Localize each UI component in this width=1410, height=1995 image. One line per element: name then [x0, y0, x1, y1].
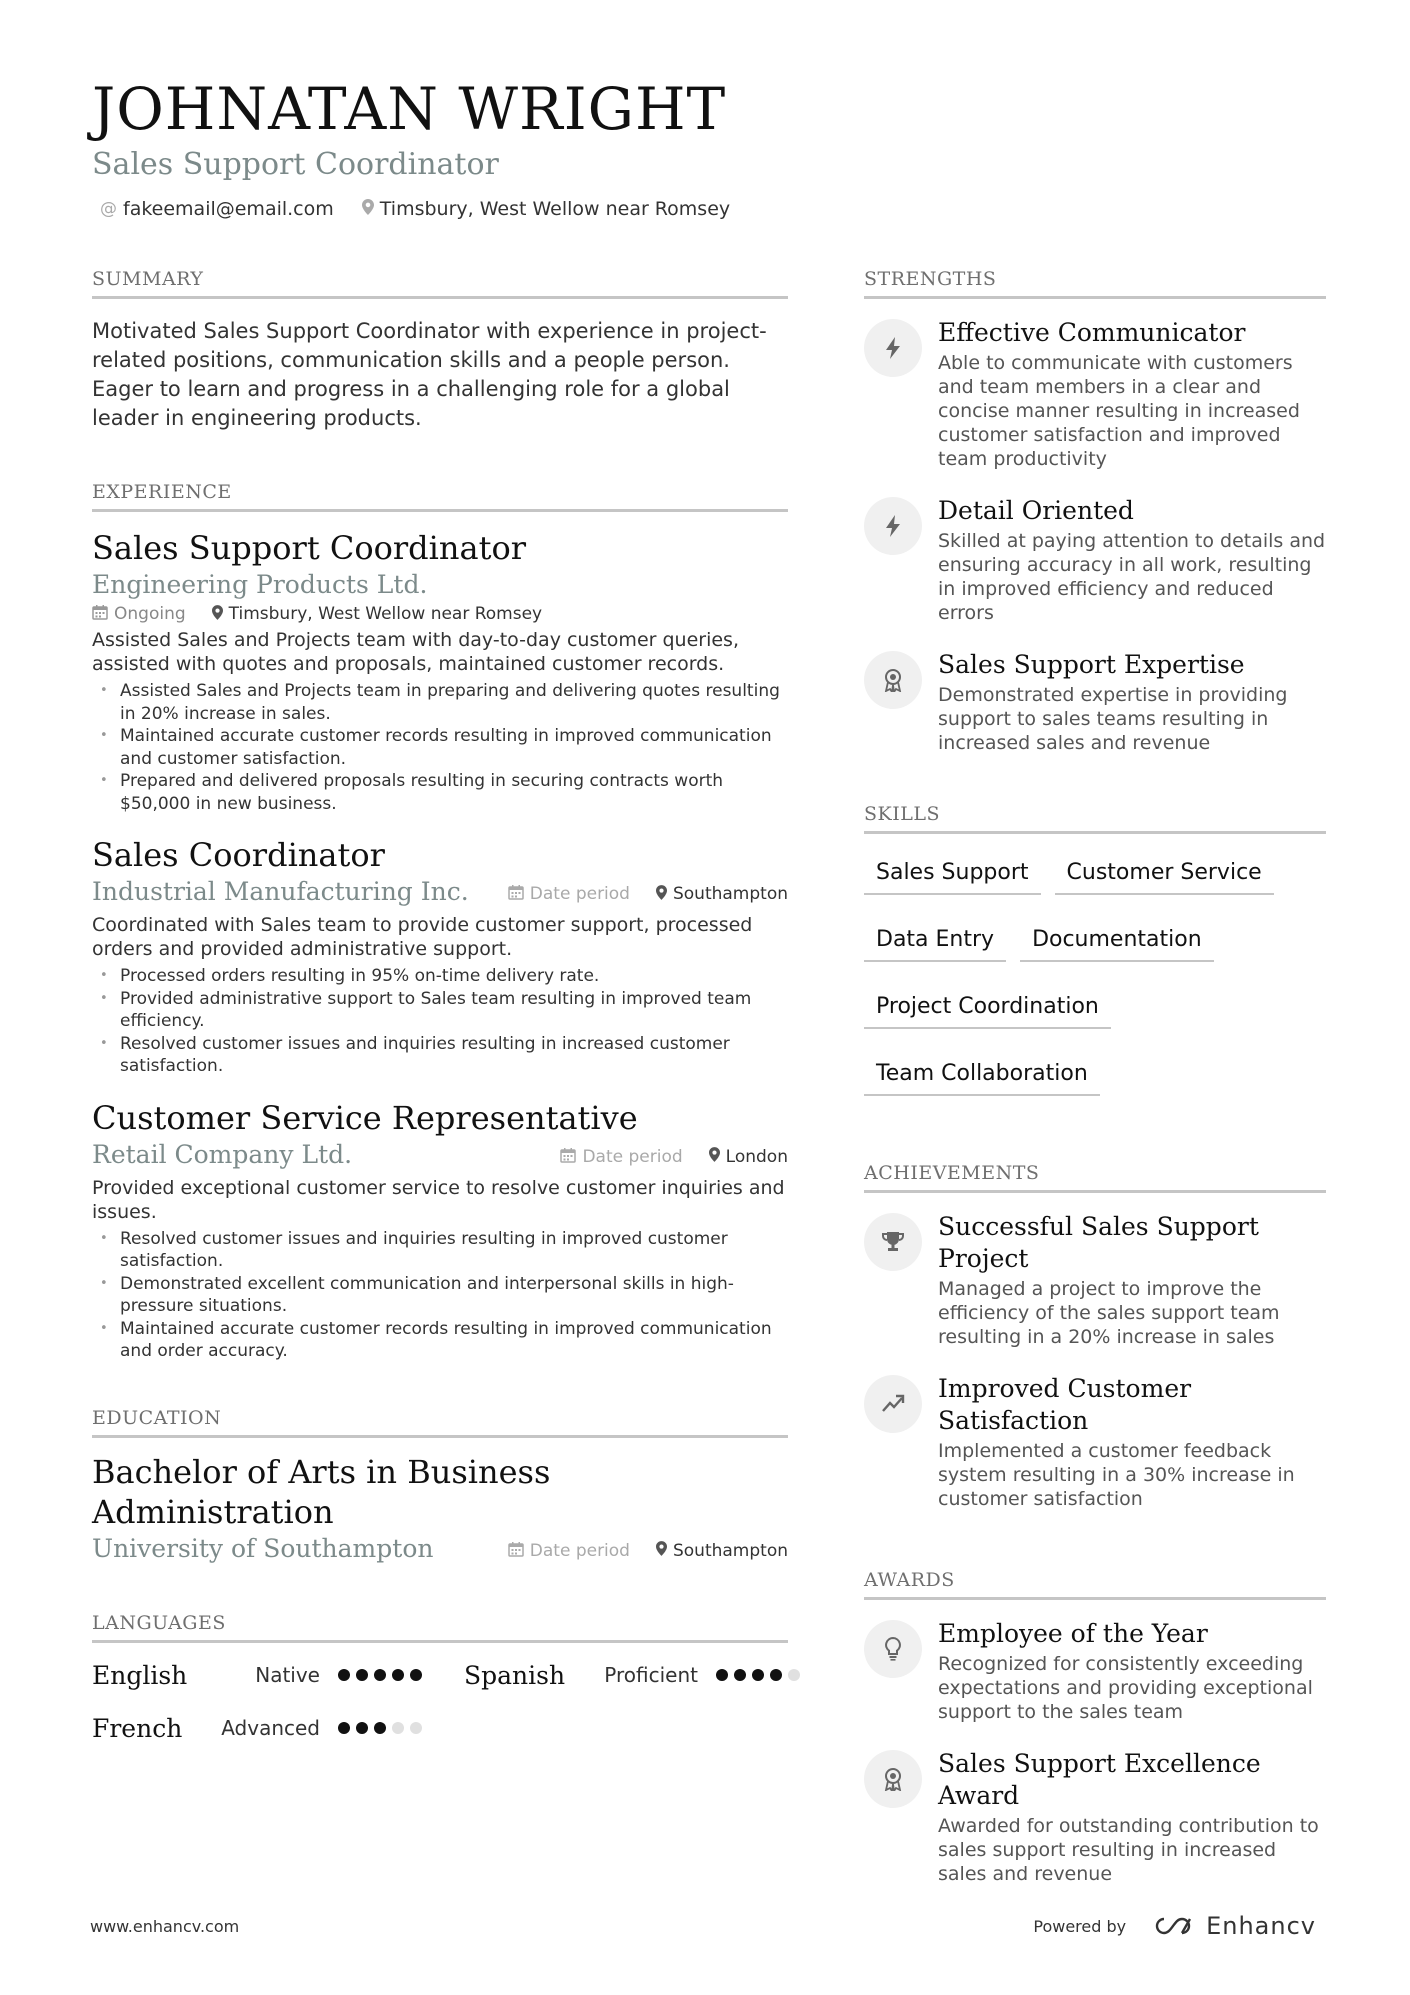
rating-dot [410, 1722, 422, 1734]
skill-tag: Sales Support [864, 852, 1041, 895]
skill-tag: Team Collaboration [864, 1053, 1100, 1096]
list-item: • Provided administrative support to Sales team resulting in improved team efficiency. [100, 988, 788, 1033]
job-location-text: London [725, 1146, 788, 1167]
section-title-summary: SUMMARY [92, 268, 788, 299]
rating-dot [734, 1669, 746, 1681]
education-meta [508, 1541, 788, 1561]
page-footer [90, 1912, 1316, 1940]
lightbulb-icon [864, 1620, 922, 1678]
language-item [92, 1661, 422, 1690]
enhancv-logo-icon [1150, 1915, 1196, 1937]
strength-item [864, 495, 1326, 625]
list-item: • Processed orders resulting in 95% on-time delivery rate. [100, 965, 788, 988]
strengths-list [864, 317, 1326, 755]
language-level: Proficient [604, 1663, 698, 1687]
school-name: University of Southampton [92, 1533, 434, 1563]
achievement-description: Implemented a customer feedback system resulting in a 30% increase in customer satisfaction [938, 1440, 1295, 1510]
section-title-education: EDUCATION [92, 1407, 788, 1438]
section-title-experience: EXPERIENCE [92, 481, 788, 512]
rating-dot [374, 1669, 386, 1681]
location-text: Timsbury, West Wellow near Romsey [379, 198, 731, 220]
job-description: Provided exceptional customer service to resolve customer inquiries and issues. [92, 1176, 785, 1223]
rating-dot [770, 1669, 782, 1681]
languages-grid [92, 1661, 788, 1743]
job-location [212, 604, 542, 624]
calendar-icon [560, 1147, 576, 1167]
rating-dot [716, 1669, 728, 1681]
location-pin-icon [656, 885, 667, 904]
job-meta [92, 604, 788, 624]
footer-website-link[interactable]: www.enhancv.com [90, 1916, 240, 1936]
job-date-text: Date period [529, 884, 630, 904]
award-item [864, 1748, 1326, 1886]
summary-text: Motivated Sales Support Coordinator with experience in project-related positions, communication skills and a people person. Eager to learn and progress in a challenging role for a global leader in engineering products. [92, 319, 767, 430]
powered-by [1033, 1912, 1316, 1940]
language-rating [338, 1669, 422, 1681]
company-row [92, 1138, 788, 1172]
language-name: English [92, 1660, 188, 1690]
job-bullets [92, 965, 788, 1078]
job-title: Sales Coordinator [92, 836, 385, 874]
language-item [464, 1661, 800, 1690]
job-meta [508, 884, 788, 904]
strength-title: Effective Communicator [938, 318, 1246, 347]
award-title: Employee of the Year [938, 1619, 1208, 1648]
job-bullets [92, 1228, 788, 1363]
list-item: • Resolved customer issues and inquiries resulting in increased customer satisfaction. [100, 1033, 788, 1078]
list-item: • Resolved customer issues and inquiries resulting in improved customer satisfaction. [100, 1228, 788, 1273]
strength-description: Able to communicate with customers and team members in a clear and concise manner resulting in increased customer satisfaction and improved team productivity [938, 352, 1300, 470]
strength-item [864, 649, 1326, 755]
achievement-title: Successful Sales Support Project [938, 1212, 1259, 1273]
strength-description: Demonstrated expertise in providing support to sales teams resulting in increased sales and revenue [938, 684, 1288, 754]
awards-list [864, 1618, 1326, 1886]
award-ribbon-icon [864, 1750, 922, 1808]
list-item: • Assisted Sales and Projects team in preparing and delivering quotes resulting in 20% increase in sales. [100, 680, 788, 725]
contact-row [92, 198, 1332, 220]
education-date [508, 1541, 630, 1561]
job-location [656, 884, 788, 904]
skill-tag: Customer Service [1055, 852, 1274, 895]
rating-dot [410, 1669, 422, 1681]
rating-dot [392, 1669, 404, 1681]
strength-item [864, 317, 1326, 471]
job-location-text: Timsbury, West Wellow near Romsey [228, 604, 543, 624]
job-location-text: Southampton [672, 884, 788, 904]
achievement-item [864, 1373, 1326, 1511]
powered-by-label: Powered by [1033, 1916, 1127, 1936]
achievements-list [864, 1211, 1326, 1511]
achievement-title: Improved Customer Satisfaction [938, 1374, 1192, 1435]
rating-dot [374, 1722, 386, 1734]
list-item: • Maintained accurate customer records resulting in improved communication and order accuracy. [100, 1318, 788, 1363]
job-description: Assisted Sales and Projects team with day-to-day customer queries, assisted with quotes and proposals, maintained customer records. [92, 629, 739, 675]
contact-email[interactable] [100, 198, 334, 220]
resume-header [92, 72, 1332, 220]
company-name: Retail Company Ltd. [92, 1139, 353, 1169]
candidate-name: JOHNATAN WRIGHT [92, 75, 727, 143]
rating-dot [356, 1669, 368, 1681]
language-rating [716, 1669, 800, 1681]
trophy-icon [864, 1213, 922, 1271]
language-name: French [92, 1713, 183, 1743]
at-icon: @ [100, 199, 117, 219]
section-title-awards: AWARDS [864, 1569, 1326, 1600]
skill-tag: Data Entry [864, 919, 1006, 962]
contact-location [362, 198, 730, 220]
company-row [92, 875, 788, 909]
growth-arrow-icon [864, 1375, 922, 1433]
award-description: Awarded for outstanding contribution to sales support resulting in increased sales and revenue [938, 1815, 1319, 1885]
skills-list [864, 852, 1326, 1096]
award-item [864, 1618, 1326, 1724]
job-date-text: Ongoing [114, 604, 186, 624]
location-pin-icon [709, 1147, 720, 1166]
location-pin-icon [362, 199, 374, 220]
language-item [92, 1714, 422, 1743]
left-column [92, 268, 788, 1743]
job-date [92, 604, 186, 624]
education-location [656, 1541, 788, 1561]
experience-item [92, 528, 788, 815]
award-ribbon-icon [864, 651, 922, 709]
language-level: Native [255, 1663, 320, 1687]
achievement-item [864, 1211, 1326, 1349]
job-location [709, 1147, 788, 1167]
rating-dot [788, 1669, 800, 1681]
company-name: Engineering Products Ltd. [92, 570, 428, 599]
section-title-skills: SKILLS [864, 803, 1326, 834]
location-pin-icon [656, 1541, 667, 1560]
education-row [92, 1532, 788, 1566]
right-column [864, 268, 1326, 1886]
language-rating [338, 1722, 422, 1734]
strength-title: Sales Support Expertise [938, 650, 1245, 679]
brand-name: Enhancv [1206, 1912, 1316, 1940]
candidate-title: Sales Support Coordinator [92, 147, 499, 182]
award-description: Recognized for consistently exceeding expectations and providing exceptional support to the sales team [938, 1653, 1313, 1723]
job-description: Coordinated with Sales team to provide customer support, processed orders and provided administrative support. [92, 914, 753, 960]
bolt-icon [864, 497, 922, 555]
achievement-description: Managed a project to improve the efficiency of the sales support team resulting in a 20% increase in sales [938, 1278, 1280, 1348]
rating-dot [356, 1722, 368, 1734]
job-date-text: Date period [582, 1146, 683, 1167]
company-name: Industrial Manufacturing Inc. [92, 877, 469, 906]
job-title: Customer Service Representative [92, 1098, 638, 1137]
rating-dot [338, 1669, 350, 1681]
language-name: Spanish [464, 1660, 566, 1690]
language-level: Advanced [221, 1716, 320, 1740]
experience-item [92, 835, 788, 1078]
skill-tag: Project Coordination [864, 986, 1111, 1029]
experience-item [92, 1098, 788, 1363]
education-location-text: Southampton [672, 1540, 788, 1561]
location-pin-icon [212, 605, 223, 624]
job-meta [560, 1147, 788, 1167]
list-item: • Maintained accurate customer records resulting in improved communication and customer satisfaction. [100, 725, 788, 770]
rating-dot [392, 1722, 404, 1734]
list-item: • Demonstrated excellent communication and interpersonal skills in high-pressure situations. [100, 1273, 788, 1318]
job-title: Sales Support Coordinator [92, 529, 526, 567]
section-title-languages: LANGUAGES [92, 1612, 788, 1643]
rating-dot [338, 1722, 350, 1734]
calendar-icon [508, 1541, 524, 1561]
list-item: • Prepared and delivered proposals resulting in securing contracts worth $50,000 in new business. [100, 770, 788, 815]
degree-title: Bachelor of Arts in Business Administration [92, 1452, 551, 1531]
calendar-icon [508, 884, 524, 904]
skill-tag: Documentation [1020, 919, 1214, 962]
strength-title: Detail Oriented [938, 496, 1134, 525]
job-bullets [92, 680, 788, 815]
job-date [560, 1147, 682, 1167]
education-date-text: Date period [529, 1540, 630, 1561]
section-title-achievements: ACHIEVEMENTS [864, 1162, 1326, 1193]
job-date [508, 884, 630, 904]
section-title-strengths: STRENGTHS [864, 268, 1326, 299]
rating-dot [752, 1669, 764, 1681]
email-text: fakeemail@email.com [123, 198, 334, 220]
bolt-icon [864, 319, 922, 377]
calendar-icon [92, 604, 108, 624]
brand-logo[interactable] [1150, 1912, 1316, 1940]
strength-description: Skilled at paying attention to details and ensuring accuracy in all work, resulting in improved efficiency and reduced errors [938, 530, 1326, 624]
award-title: Sales Support Excellence Award [938, 1749, 1261, 1810]
